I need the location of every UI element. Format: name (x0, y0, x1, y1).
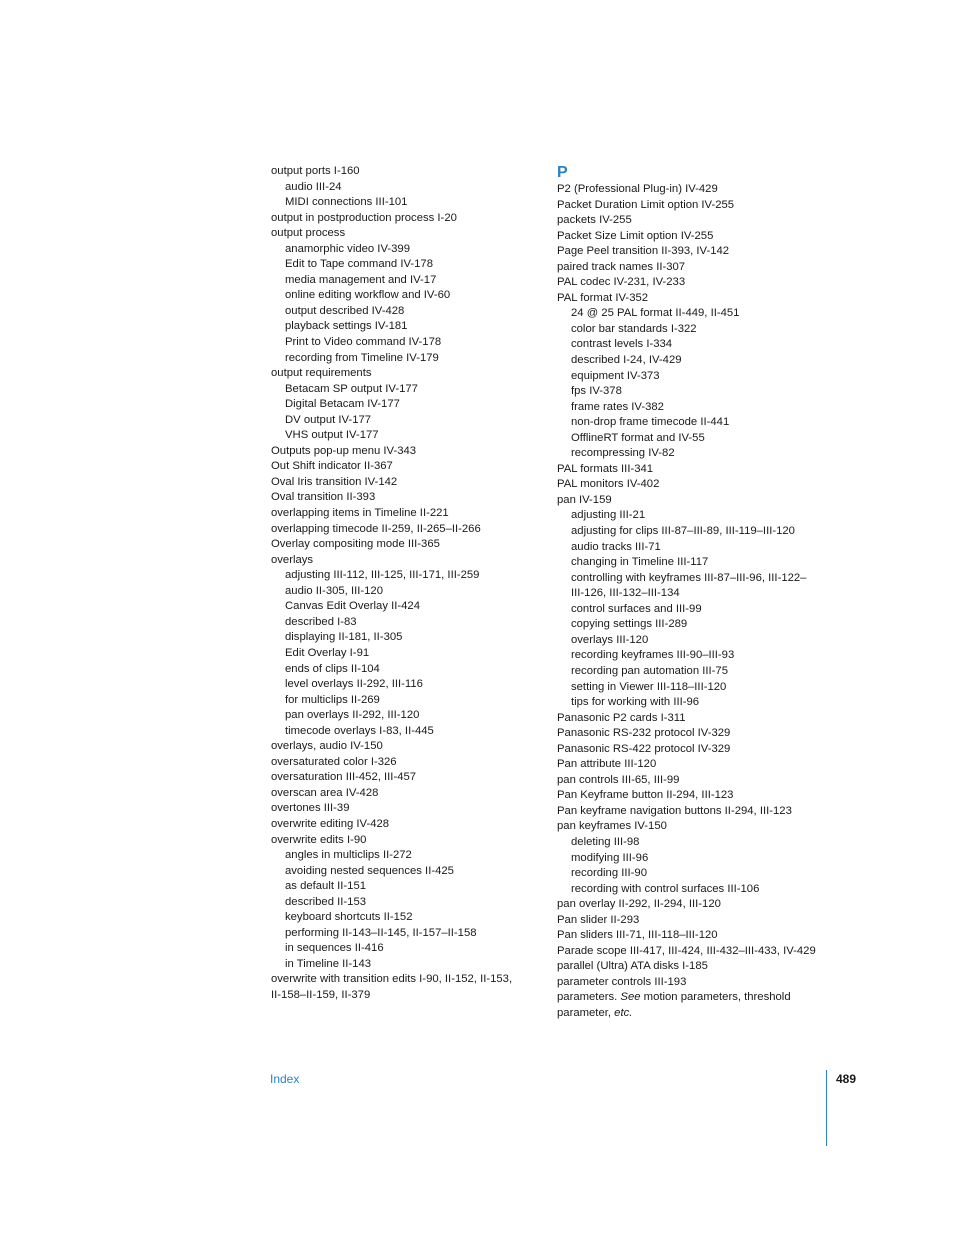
index-subentry: audio III-24 (285, 180, 342, 193)
index-subentry: ends of clips II-104 (285, 662, 380, 675)
index-subentry: recording III-90 (571, 867, 647, 880)
index-entry-parameters (557, 990, 819, 1006)
index-subentry: anamorphic video IV-399 (285, 242, 410, 255)
index-entry: oversaturation III-452, III-457 (271, 771, 417, 784)
index-subentry: displaying II-181, II-305 (285, 631, 403, 644)
index-subentry: VHS output IV-177 (285, 429, 379, 442)
right-entries (557, 182, 819, 990)
index-entry: overscan area IV-428 (271, 786, 379, 799)
index-subentry: non-drop frame timecode II-441 (571, 416, 730, 429)
index-subentry: in sequences II-416 (285, 942, 384, 955)
entry-text: motion parameters, threshold (640, 991, 791, 1004)
index-subentry: recording with control surfaces III-106 (571, 882, 760, 895)
index-subentry: 24 @ 25 PAL format II-449, II-451 (571, 307, 740, 320)
index-subentry: modifying III-96 (571, 851, 649, 864)
index-entry: output ports I-160 (271, 165, 360, 177)
index-subentry: media management and IV-17 (285, 273, 437, 286)
index-entry: Panasonic P2 cards I-311 (557, 711, 686, 724)
see-reference: See (620, 991, 641, 1004)
index-entry: Oval Iris transition IV-142 (271, 475, 398, 488)
index-subentry: angles in multiclips II-272 (285, 849, 412, 862)
index-entry: PAL format IV-352 (557, 291, 649, 304)
index-subentry: adjusting for clips III-87–III-89, III-119–III-120 (571, 525, 795, 538)
index-entry: overlapping items in Timeline II-221 (271, 507, 449, 520)
index-subentry: recompressing IV-82 (571, 447, 675, 460)
index-subentry: avoiding nested sequences II-425 (285, 864, 454, 877)
index-subentry: recording from Timeline IV-179 (285, 351, 439, 364)
index-entry: overwrite edits I-90 (271, 833, 367, 846)
index-subentry: Edit Overlay I-91 (285, 646, 370, 659)
index-entry: P2 (Professional Plug-in) IV-429 (557, 183, 718, 195)
index-entry: pan controls III-65, III-99 (557, 773, 680, 786)
index-subentry: online editing workflow and IV-60 (285, 289, 451, 302)
index-subentry: Betacam SP output IV-177 (285, 382, 418, 395)
index-entry: overtones III-39 (271, 802, 350, 815)
index-entry: Pan slider II-293 (557, 913, 640, 926)
index-entry: output requirements (271, 367, 372, 380)
index-entry: Pan sliders III-71, III-118–III-120 (557, 929, 718, 942)
index-subentry: in Timeline II-143 (285, 957, 372, 970)
index-entry: Oval transition II-393 (271, 491, 376, 504)
index-entry: Pan Keyframe button II-294, III-123 (557, 789, 734, 802)
index-entry: PAL monitors IV-402 (557, 478, 660, 491)
etc-text: etc. (614, 1006, 633, 1019)
index-subentry: Print to Video command IV-178 (285, 336, 442, 349)
index-entry: output process (271, 227, 346, 240)
index-subentry: frame rates IV-382 (571, 400, 664, 413)
index-entry: Packet Duration Limit option IV-255 (557, 198, 735, 211)
index-entry: Page Peel transition II-393, IV-142 (557, 245, 730, 258)
footer-section-label: Index (270, 1072, 300, 1086)
index-subentry: OfflineRT format and IV-55 (571, 431, 705, 444)
entry-text: parameters. (557, 991, 621, 1004)
index-entry: pan overlay II-292, II-294, III-120 (557, 898, 721, 911)
index-subentry: for multiclips II-269 (285, 693, 380, 706)
index-entry: PAL codec IV-231, IV-233 (557, 276, 686, 289)
index-subentry: tips for working with III-96 (571, 696, 700, 709)
index-subentry: controlling with keyframes III-87–III-96, III-122– (571, 571, 807, 584)
index-subentry: setting in Viewer III-118–III-120 (571, 680, 727, 693)
index-subentry: recording keyframes III-90–III-93 (571, 649, 735, 662)
page-number: 489 (836, 1072, 857, 1086)
index-subentry: control surfaces and III-99 (571, 602, 702, 615)
index-subentry: overlays III-120 (571, 633, 649, 646)
index-subentry: keyboard shortcuts II-152 (285, 911, 413, 924)
index-subentry: changing in Timeline III-117 (571, 556, 709, 569)
index-column-right (557, 164, 819, 1022)
index-entry: Panasonic RS-422 protocol IV-329 (557, 742, 731, 755)
index-entry: Packet Size Limit option IV-255 (557, 229, 714, 242)
index-entry: Outputs pop-up menu IV-343 (271, 444, 417, 457)
entry-text: parameter, (557, 1006, 615, 1019)
index-subentry: pan overlays II-292, III-120 (285, 709, 420, 722)
index-entry: packets IV-255 (557, 214, 632, 227)
index-subentry: level overlays II-292, III-116 (285, 678, 423, 691)
index-entry: parameter controls III-193 (557, 975, 687, 988)
index-subentry: contrast levels I-334 (571, 338, 673, 351)
footer-divider (826, 1070, 827, 1146)
index-subentry: copying settings III-289 (571, 618, 688, 631)
index-subentry: deleting III-98 (571, 835, 640, 848)
index-subentry: equipment IV-373 (571, 369, 660, 382)
index-entry: Pan keyframe navigation buttons II-294, III-123 (557, 804, 792, 817)
index-entry: output in postproduction process I-20 (271, 211, 457, 224)
index-entry: parallel (Ultra) ATA disks I-185 (557, 960, 708, 973)
index-entry: overwrite editing IV-428 (271, 817, 390, 830)
index-subentry: recording pan automation III-75 (571, 664, 728, 677)
index-entry: overlapping timecode II-259, II-265–II-266 (271, 522, 481, 535)
section-letter-heading: P (557, 164, 568, 181)
index-subentry: MIDI connections III-101 (285, 196, 408, 209)
index-subentry: output described IV-428 (285, 304, 405, 317)
index-entry: Parade scope III-417, III-424, III-432–III-433, IV-429 (557, 944, 816, 957)
index-subentry: III-126, III-132–III-134 (571, 587, 680, 600)
index-subentry: adjusting III-21 (571, 509, 646, 522)
index-entry: Pan attribute III-120 (557, 758, 657, 771)
index-subentry: Edit to Tape command IV-178 (285, 258, 433, 271)
index-subentry: color bar standards I-322 (571, 322, 697, 335)
index-subentry: Canvas Edit Overlay II-424 (285, 600, 420, 613)
index-entry: overwrite with transition edits I-90, II-152, II-153, (271, 973, 513, 986)
index-subentry: playback settings IV-181 (285, 320, 408, 333)
index-entry: pan keyframes IV-150 (557, 820, 667, 833)
index-entry: Panasonic RS-232 protocol IV-329 (557, 727, 731, 740)
index-entry-parameters-continued (557, 1006, 819, 1022)
index-subentry: DV output IV-177 (285, 413, 372, 426)
index-subentry: performing II-143–II-145, II-157–II-158 (285, 926, 477, 939)
index-column-left (271, 164, 533, 1004)
index-entry: Overlay compositing mode III-365 (271, 538, 440, 551)
index-entry: overlays (271, 553, 314, 566)
index-entry: paired track names II-307 (557, 260, 686, 273)
index-entry: oversaturated color I-326 (271, 755, 397, 768)
index-subentry: timecode overlays I-83, II-445 (285, 724, 434, 737)
index-entry: II-158–II-159, II-379 (271, 988, 371, 1001)
index-subentry: audio II-305, III-120 (285, 584, 383, 597)
index-entry: overlays, audio IV-150 (271, 740, 383, 753)
index-subentry: described I-24, IV-429 (571, 354, 682, 367)
index-subentry: as default II-151 (285, 880, 367, 893)
index-subentry: adjusting III-112, III-125, III-171, III-259 (285, 569, 480, 582)
index-entry: Out Shift indicator II-367 (271, 460, 393, 473)
index-subentry: Digital Betacam IV-177 (285, 398, 400, 411)
index-entry: pan IV-159 (557, 493, 612, 506)
index-subentry: audio tracks III-71 (571, 540, 661, 553)
index-subentry: described II-153 (285, 895, 367, 908)
index-subentry: fps IV-378 (571, 385, 622, 398)
index-entry: PAL formats III-341 (557, 462, 654, 475)
index-subentry: described I-83 (285, 615, 357, 628)
